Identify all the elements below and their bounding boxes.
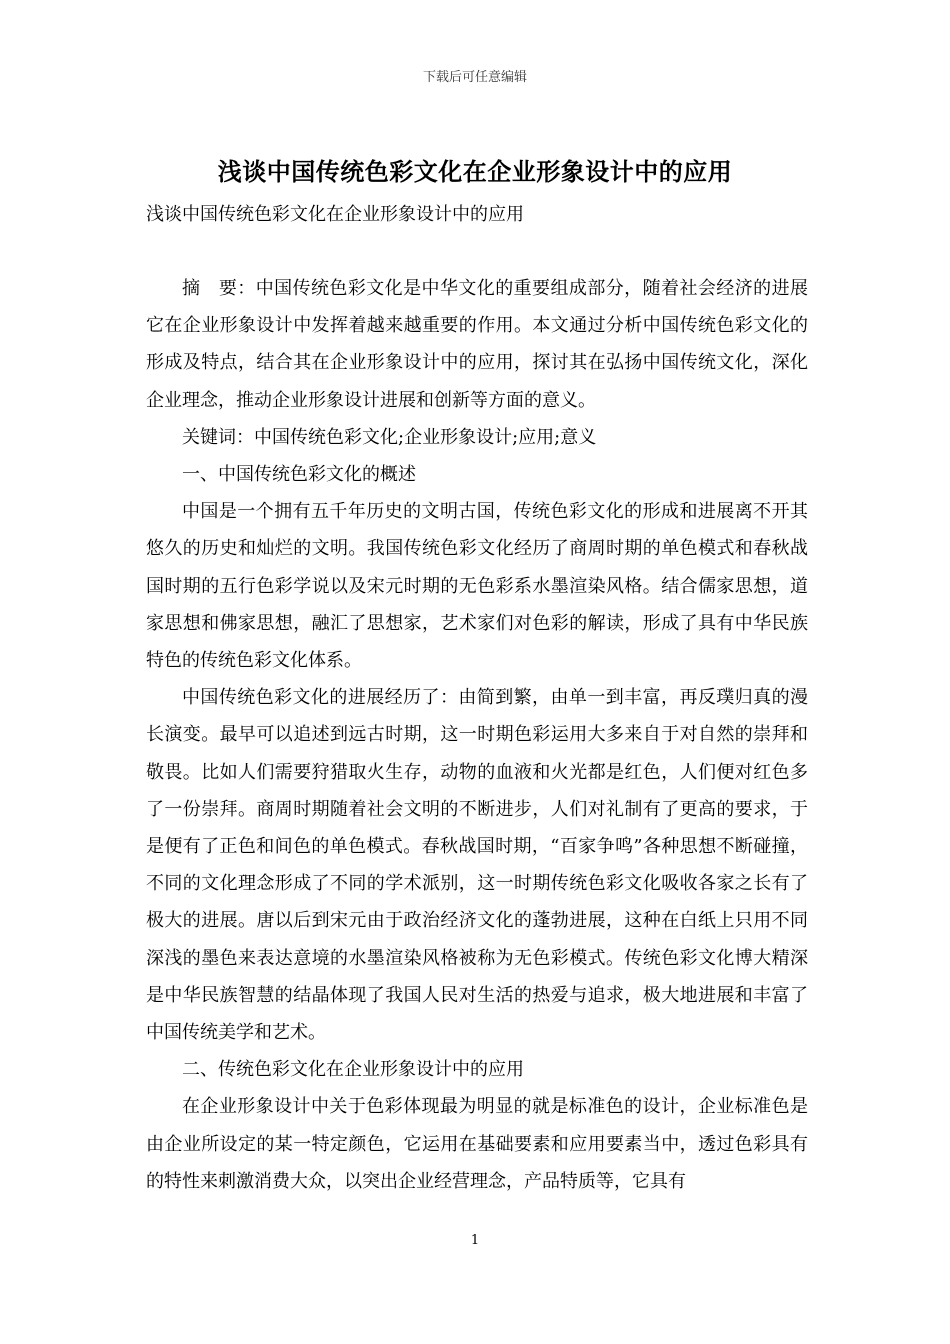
page-number: 1	[470, 1233, 480, 1248]
abstract-paragraph: 摘 要：中国传统色彩文化是中华文化的重要组成部分，随着社会经济的进展它在企业形象设计中发挥着越来越重要的作用。本文通过分析中国传统色彩文化的形成及特点，结合其在企业形象设计中的应用，探讨其在弘扬中国传统文化，深化企业理念，推动企业形象设计进展和创新等方面的意义。	[146, 278, 808, 411]
keywords-line: 关键词：中国传统色彩文化;企业形象设计;应用;意义	[182, 426, 597, 448]
document-title: 浅谈中国传统色彩文化在企业形象设计中的应用	[217, 157, 733, 186]
body-paragraph: 在企业形象设计中关于色彩体现最为明显的就是标准色的设计，企业标准色是由企业所设定的某一特定颜色，它运用在基础要素和应用要素当中，透过色彩具有的特性来刺激消费大众，以突出企业经营理念，产品特质等，它具有	[146, 1096, 808, 1192]
body-paragraph: 中国是一个拥有五千年历史的文明古国，传统色彩文化的形成和进展离不开其悠久的历史和灿烂的文明。我国传统色彩文化经历了商周时期的单色模式和春秋战国时期的五行色彩学说以及宋元时期的无色彩系水墨渲染风格。结合儒家思想，道家思想和佛家思想，融汇了思想家，艺术家们对色彩的解读，形成了具有中华民族特色的传统色彩文化体系。	[146, 501, 808, 672]
page-header-note: 下载后可任意编辑	[422, 70, 527, 85]
document-body	[146, 270, 808, 1200]
section-heading-2: 二、传统色彩文化在企业形象设计中的应用	[182, 1059, 524, 1081]
section-heading-1: 一、中国传统色彩文化的概述	[182, 464, 416, 486]
body-paragraph: 中国传统色彩文化的进展经历了：由简到繁，由单一到丰富，再反璞归真的漫长演变。最早可以追述到远古时期，这一时期色彩运用大多来自于对自然的崇拜和敬畏。比如人们需要狩猎取火生存，动物的血液和火光都是红色，人们便对红色多了一份崇拜。商周时期随着社会文明的不断进步，人们对礼制有了更高的要求，于是便有了正色和间色的单色模式。春秋战国时期，“百家争鸣”各种思想不断碰撞，不同的文化理念形成了不同的学术派别，这一时期传统色彩文化吸收各家之长有了极大的进展。唐以后到宋元由于政治经济文化的蓬勃进展，这种在白纸上只用不同深浅的墨色来表达意境的水墨渲染风格被称为无色彩模式。传统色彩文化博大精深是中华民族智慧的结晶体现了我国人民对生活的热爱与追求，极大地进展和丰富了中国传统美学和艺术。	[146, 687, 808, 1044]
document-subtitle: 浅谈中国传统色彩文化在企业形象设计中的应用	[146, 204, 524, 225]
